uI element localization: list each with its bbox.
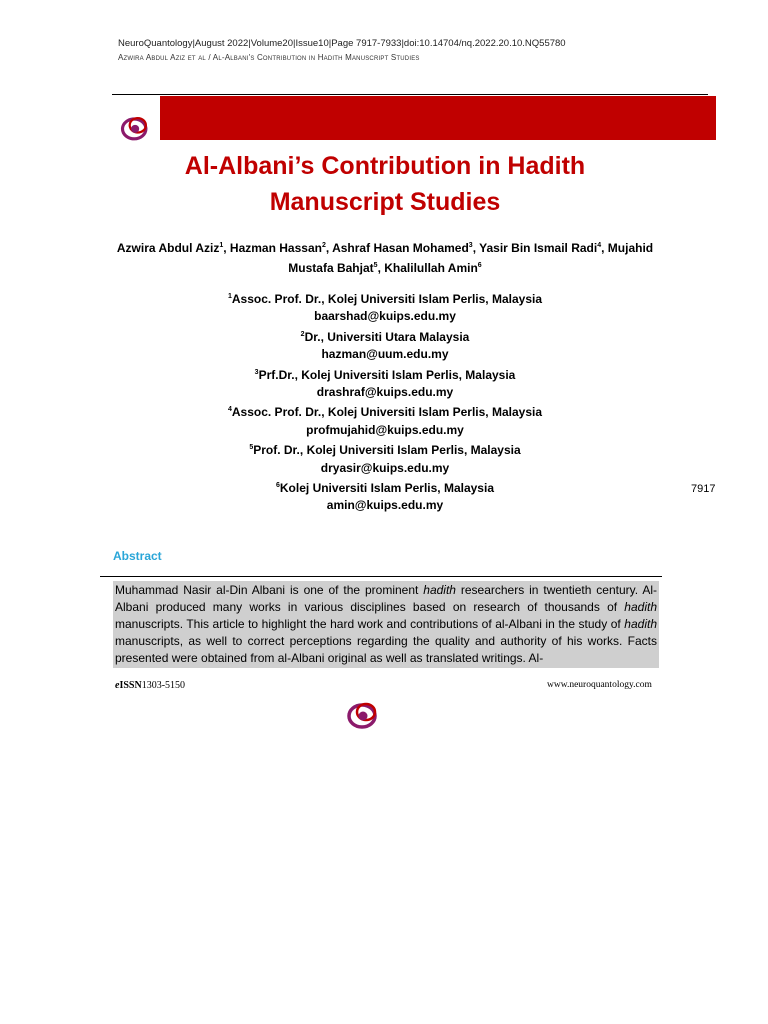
author-name: Yasir Bin Ismail Radi bbox=[479, 241, 598, 255]
author-name: Khalilullah Amin bbox=[384, 261, 478, 275]
abstract-italic-term: hadith bbox=[624, 600, 657, 614]
author-separator: , bbox=[223, 241, 230, 255]
abstract-text-run: Muhammad Nasir al-Din Albani is one of the prominent bbox=[115, 583, 424, 597]
affiliation-text: Prof. Dr., Kolej Universiti Islam Perlis, Malaysia bbox=[253, 443, 521, 458]
author-affiliation-mark: 2 bbox=[321, 242, 326, 249]
page-number: 7917 bbox=[691, 483, 716, 495]
abstract-heading: Abstract bbox=[113, 549, 162, 563]
affiliation-email[interactable]: baarshad@kuips.edu.my bbox=[314, 309, 456, 324]
author-list bbox=[100, 237, 670, 277]
author-affiliation-mark: 6 bbox=[477, 262, 482, 269]
author-name: Azwira Abdul Aziz bbox=[116, 241, 220, 255]
affiliation-text: Assoc. Prof. Dr., Kolej Universiti Islam Perlis, Malaysia bbox=[231, 292, 543, 306]
author-separator: , bbox=[601, 241, 608, 255]
author-separator: , bbox=[377, 261, 385, 275]
author-affiliation-mark: 4 bbox=[597, 242, 602, 249]
title-line-2: Manuscript Studies bbox=[269, 188, 501, 216]
abstract-text bbox=[113, 581, 659, 668]
abstract-rule bbox=[100, 576, 662, 577]
abstract-text-run: researchers in twentieth century. Al-Albani produced many works in various disciplines based on research of thousands of bbox=[115, 583, 658, 614]
journal-logo-icon bbox=[118, 110, 154, 146]
affiliation-mark: 2 bbox=[300, 330, 305, 338]
running-head: Azwira Abdul Aziz et al / Al-Albani's Contribution in Hadith Manuscript Studies bbox=[118, 53, 420, 62]
author-separator: , bbox=[325, 241, 333, 255]
author-affiliation-mark: 3 bbox=[468, 242, 473, 249]
abstract-italic-term: hadith bbox=[624, 617, 657, 631]
title-line-1: Al-Albani’s Contribution in Hadith bbox=[184, 152, 586, 180]
affiliation-mark: 4 bbox=[227, 406, 232, 414]
abstract-text-run: manuscripts. This article to highlight the hard work and contributions of al-Albani in the study of bbox=[115, 617, 625, 631]
affiliation-list bbox=[150, 288, 620, 515]
affiliation-email[interactable]: dryasir@kuips.edu.my bbox=[320, 460, 450, 475]
affiliation-email[interactable]: amin@kuips.edu.my bbox=[326, 498, 444, 513]
header-rule bbox=[112, 94, 708, 95]
abstract-italic-term: hadith bbox=[423, 583, 456, 597]
affiliation-line bbox=[150, 364, 620, 384]
author-separator: , bbox=[472, 241, 480, 255]
paper-title bbox=[90, 148, 680, 220]
eissn-label: ISSN bbox=[119, 680, 142, 691]
author-name: Mujahid Mustafa Bahjat bbox=[288, 241, 654, 275]
affiliation-mark: 6 bbox=[275, 482, 280, 490]
affiliation-line bbox=[150, 326, 620, 346]
journal-citation-line: NeuroQuantology|August 2022|Volume20|Issue10|Page 7917-7933|doi:10.14704/nq.2022.20.10.NQ55780 bbox=[118, 38, 566, 49]
affiliation-email[interactable]: profmujahid@kuips.edu.my bbox=[306, 422, 464, 437]
eissn-number: 1303-5150 bbox=[141, 680, 186, 691]
journal-website: www.neuroquantology.com bbox=[547, 680, 652, 690]
affiliation-mark: 3 bbox=[254, 368, 259, 376]
header-red-banner bbox=[160, 96, 716, 140]
eissn-footer bbox=[115, 680, 185, 691]
author-name: Hazman Hassan bbox=[229, 241, 322, 255]
affiliation-text: Dr., Universiti Utara Malaysia bbox=[304, 329, 470, 344]
affiliation-line bbox=[150, 401, 620, 421]
abstract-text-run: manuscripts, as well to correct perceptions regarding the quality and authority of his works. Facts presented were obtained from al-Albani original as well as translated writings. Al- bbox=[115, 634, 657, 665]
author-affiliation-mark: 5 bbox=[373, 262, 378, 269]
affiliation-mark: 5 bbox=[249, 444, 254, 452]
affiliation-mark: 1 bbox=[227, 293, 232, 300]
author-affiliation-mark: 1 bbox=[219, 242, 224, 249]
affiliation-line bbox=[150, 439, 620, 459]
affiliation-line bbox=[150, 288, 620, 308]
affiliation-line bbox=[150, 477, 620, 497]
affiliation-email[interactable]: drashraf@kuips.edu.my bbox=[316, 385, 454, 400]
affiliation-text: Prf.Dr., Kolej Universiti Islam Perlis, Malaysia bbox=[258, 367, 516, 382]
affiliation-email[interactable]: hazman@uum.edu.my bbox=[321, 347, 449, 362]
journal-logo-icon bbox=[344, 695, 384, 735]
affiliation-text: Kolej Universiti Islam Perlis, Malaysia bbox=[279, 481, 494, 496]
affiliation-text: Assoc. Prof. Dr., Kolej Universiti Islam Perlis, Malaysia bbox=[231, 405, 543, 420]
eissn-prefix: e bbox=[115, 680, 120, 691]
author-name: Ashraf Hasan Mohamed bbox=[332, 241, 469, 255]
